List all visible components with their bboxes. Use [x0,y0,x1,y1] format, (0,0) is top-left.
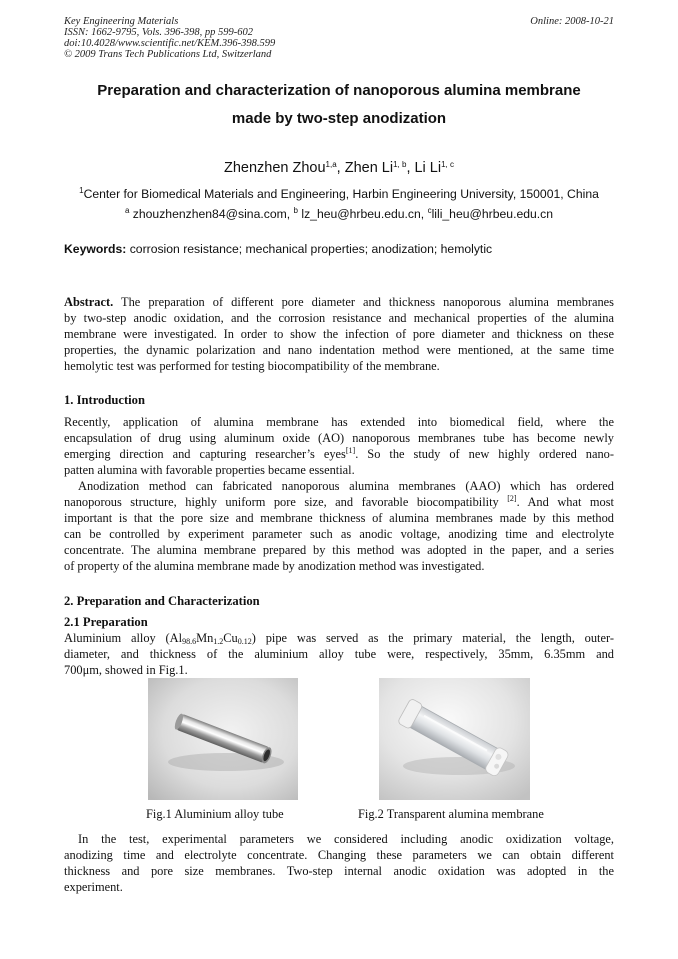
figure-2-caption: Fig.2 Transparent alumina membrane [358,807,544,821]
abstract-line [64,294,614,310]
body-line [64,446,614,462]
email-a: zhouzhenzhen84@sina.com, [129,207,294,221]
keywords [64,242,492,256]
author-1: Zhenzhen Zhou [223,160,326,176]
copyright-line: © 2009 Trans Tech Publications Ltd, Switzerland [64,49,272,60]
body-line: patten alumina with favorable properties became essential. [64,463,355,477]
alumina-membrane-image [379,678,530,800]
abstract-text: The preparation of different pore diameter and thickness nanoporous alumina membranes [113,295,614,309]
keywords-text: corrosion resistance; mechanical properties; anodization; hemolytic [126,242,493,256]
abstract-label: Abstract. [64,295,114,309]
email-c: lili_heu@hrbeu.edu.cn [431,207,554,221]
abstract-line: by two-step anodic oxidation, and the corrosion resistance and mechanical properties of the alumina [64,311,614,325]
author-3: , Li Li [406,160,442,176]
body-line: anodizing time and electrolyte concentrate. Changing these parameters we can obtain different [64,848,614,862]
author-3-affil: 1, c [441,160,455,169]
subscript: 98.6 [182,637,197,646]
affiliation-marker: 1 [79,186,84,195]
body-text: . And what most [516,495,614,509]
body-line: Anodization method can fabricated nanoporous alumina membranes (AAO) which has ordered [78,479,614,493]
body-text: ) pipe was served as the primary material, the length, outer- [251,631,614,645]
body-line: Recently, application of alumina membrane has extended into biomedical field, where the [64,415,614,429]
subscript: 1.2 [213,637,224,646]
subsection-heading-preparation: 2.1 Preparation [64,615,148,629]
author-list [0,160,678,176]
figure-1-caption: Fig.1 Aluminium alloy tube [146,807,284,821]
citation-2: [2] [507,494,517,503]
body-text: nanoporous structure, highly uniform pore size, and favorable biocompatibility [64,495,508,509]
online-date: Online: 2008-10-21 [530,16,614,27]
section-heading-preparation: 2. Preparation and Characterization [64,594,260,608]
paper-title-line1: Preparation and characterization of nanoporous alumina membrane [97,82,581,99]
introduction-body [64,414,614,574]
abstract-line: properties, the dynamic polarization and nano indentation method were mentioned, at the same time [64,343,614,357]
body-text: Cu [223,631,238,645]
email-c-marker: c [427,206,432,215]
doi-line: doi:10.4028/www.scientific.net/KEM.396-398.599 [64,38,276,49]
keywords-label: Keywords: [64,242,127,256]
preparation-body [64,630,614,678]
body-line: diameter, and thickness of the aluminium alloy tube were, respectively, 35mm, 6.35mm and [64,647,614,661]
body-line [64,630,614,646]
aluminium-tube-image [148,678,298,800]
paper-title-line2: made by two-step anodization [231,110,447,127]
section-heading-introduction: 1. Introduction [64,393,145,407]
journal-name: Key Engineering Materials [64,16,179,27]
body-line: concentrate. The alumina membrane prepared by this method was adopted in the paper, and a series [64,543,614,557]
journal-header [64,16,275,60]
affiliation-text: Center for Biomedical Materials and Engineering, Harbin Engineering University, 150001, China [83,187,599,201]
experiment-body [64,831,614,895]
body-text: . So the study of new highly ordered nano- [355,447,614,461]
author-2-affil: 1, b [393,160,407,169]
body-line: thickness and pore size membranes. Two-step internal anodic oxidation was adopted in the [64,864,614,878]
body-line: of property of the alumina membrane made by anodization method was investigated. [64,559,485,573]
body-line: important is that the pore size and membrane thickness of alumina membranes made by this method [64,511,614,525]
email-b: lz_heu@hrbeu.edu.cn, [297,207,428,221]
body-line: 700μm, showed in Fig.1. [64,663,188,677]
email-b-marker: b [293,206,298,215]
abstract [64,294,614,374]
author-2: , Zhen Li [336,160,394,176]
body-line: experiment. [64,880,123,894]
affiliation [0,187,678,201]
email-a-marker: a [124,206,130,215]
body-text: Mn [196,631,214,645]
issn-line: ISSN: 1662-9795, Vols. 396-398, pp 599-602 [64,27,253,38]
body-line: can be controlled by experiment parameter such as anodic voltage, anodizing time and electrolyte [64,527,614,541]
body-line [64,494,614,510]
body-line: encapsulation of drug using aluminum oxide (AO) nanoporous membranes tube has become newly [64,431,614,445]
figure-1-photo [148,678,298,800]
body-line: In the test, experimental parameters we considered including anodic oxidization voltage, [78,832,614,846]
author-emails [0,207,678,221]
subscript: 0.12 [237,637,252,646]
abstract-line: membrane were investigated. In order to show the infection of pore diameter and thickness on these [64,327,614,341]
body-text: emerging direction and capturing researcher’s eyes [64,447,346,461]
figure-2-photo [379,678,530,800]
author-1-affil: 1,a [325,160,337,169]
citation-1: [1] [345,446,356,455]
body-text: Aluminium alloy (Al [64,631,183,645]
abstract-line: hemolytic test was performed for testing biocompatibility of the membrane. [64,359,440,373]
